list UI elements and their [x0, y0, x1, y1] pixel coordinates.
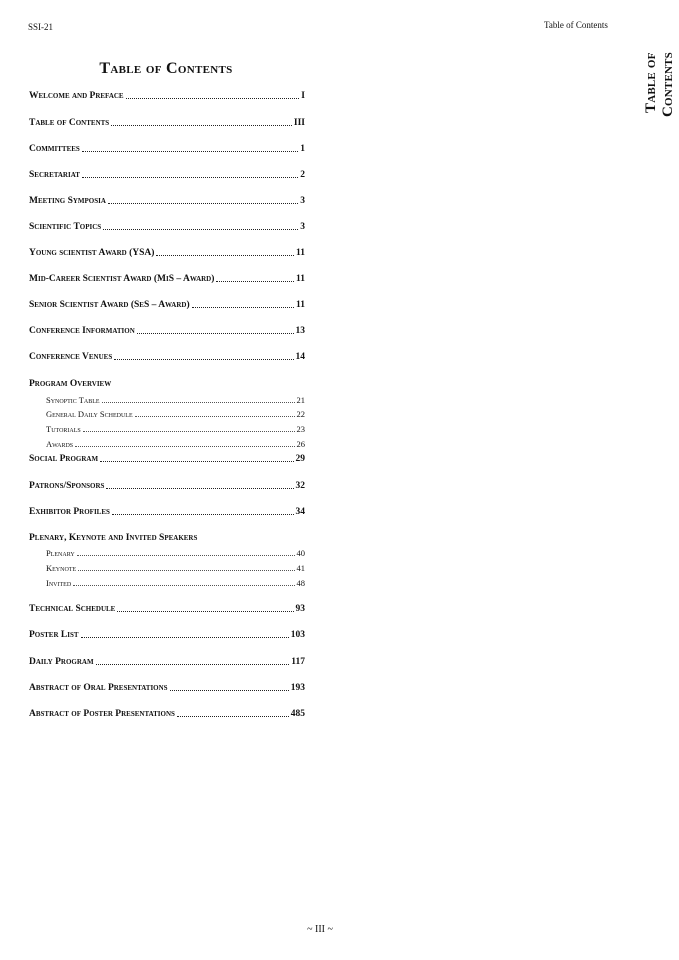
toc-subentry-label: General Daily Schedule [46, 409, 133, 419]
toc-heading-speakers[interactable]: Plenary, Keynote and Invited Speakers [29, 533, 198, 543]
toc-subentry-label: Tutorials [46, 424, 81, 434]
toc-entry-page: 117 [291, 657, 305, 667]
leader-dots [96, 664, 290, 665]
toc-subentry-page: 21 [296, 395, 305, 405]
toc-subentry-label: Plenary [46, 548, 75, 558]
toc-entry-label: Technical Schedule [29, 604, 116, 614]
leader-dots [126, 98, 300, 99]
leader-dots [112, 514, 294, 515]
toc-entry-label: Welcome and Preface [29, 91, 124, 101]
toc-subentry-page: 26 [296, 439, 305, 449]
toc-subentry-page: 48 [296, 578, 305, 588]
toc-entry-page: 14 [295, 352, 305, 362]
leader-dots [192, 307, 294, 308]
toc-entry-label: Patrons/Sponsors [29, 481, 105, 491]
toc-entry-label: Secretariat [29, 170, 80, 180]
side-section-title: Table of Contents [643, 52, 676, 118]
toc-subentry-general-daily-schedule[interactable] [46, 409, 305, 419]
header-doc-code: SSI-21 [28, 22, 54, 32]
toc-subentry-label: Keynote [46, 563, 77, 573]
leader-dots [75, 446, 294, 447]
toc-entry-daily-program[interactable] [29, 657, 305, 667]
leader-dots [156, 255, 294, 256]
toc-entry-senior-scientist-award[interactable] [29, 300, 305, 310]
page-title: Table of Contents [99, 60, 233, 77]
toc-subentry-keynote[interactable] [46, 563, 305, 573]
toc-heading-program-overview[interactable]: Program Overview [29, 379, 112, 389]
toc-entry-page: 34 [295, 507, 305, 517]
toc-entry-page: I [301, 91, 305, 101]
leader-dots [100, 461, 293, 462]
toc-entry-page: 29 [295, 454, 305, 464]
toc-entry-page: 11 [296, 300, 305, 310]
toc-entry-social-program[interactable] [29, 454, 305, 464]
toc-entry-label: Poster List [29, 630, 79, 640]
toc-entry-committees[interactable] [29, 144, 305, 154]
toc-entry-page: 11 [296, 274, 305, 284]
toc-entry-technical-schedule[interactable] [29, 604, 305, 614]
toc-entry-label: Senior Scientist Award (SeS – Award) [29, 300, 190, 310]
toc-entry-exhibitor-profiles[interactable] [29, 507, 305, 517]
toc-entry-label: Exhibitor Profiles [29, 507, 110, 517]
leader-dots [102, 402, 295, 403]
toc-entry-page: 1 [300, 144, 305, 154]
toc-entry-scientific-topics[interactable] [29, 222, 305, 232]
leader-dots [117, 611, 293, 612]
toc-entry-page: 32 [295, 481, 305, 491]
toc-subentry-label: Awards [46, 439, 74, 449]
toc-subentry-invited[interactable] [46, 578, 305, 588]
toc-entry-label: Scientific Topics [29, 222, 102, 232]
toc-entry-label: Abstract of Poster Presentations [29, 709, 175, 719]
toc-entry-label: Young scientist Award (YSA) [29, 248, 155, 258]
toc-entry-page: 193 [290, 683, 305, 693]
leader-dots [177, 716, 289, 717]
toc-entry-conference-venues[interactable] [29, 352, 305, 362]
leader-dots [111, 125, 292, 126]
toc-entry-page: 485 [290, 709, 305, 719]
toc-subentry-page: 23 [296, 424, 305, 434]
toc-subentry-label: Synoptic Table [46, 395, 100, 405]
leader-dots [106, 488, 293, 489]
toc-entry-page: III [293, 118, 305, 128]
leader-dots [108, 203, 298, 204]
toc-entry-label: Social Program [29, 454, 99, 464]
toc-entry-label: Meeting Symposia [29, 196, 106, 206]
toc-entry-mid-career-award[interactable] [29, 274, 305, 284]
toc-entry-page: 3 [300, 196, 305, 206]
toc-entry-page: 2 [300, 170, 305, 180]
toc-entry-abstract-oral[interactable] [29, 683, 305, 693]
toc-subentry-page: 22 [296, 409, 305, 419]
toc-entry-poster-list[interactable] [29, 630, 305, 640]
toc-entry-label: Daily Program [29, 657, 94, 667]
page-number: ~ III ~ [307, 924, 333, 935]
leader-dots [78, 570, 294, 571]
toc-entry-abstract-poster[interactable] [29, 709, 305, 719]
toc-subentry-page: 40 [296, 548, 305, 558]
toc-entry-page: 13 [295, 326, 305, 336]
leader-dots [170, 690, 289, 691]
toc-entry-label: Conference Venues [29, 352, 113, 362]
leader-dots [82, 177, 298, 178]
toc-entry-patrons-sponsors[interactable] [29, 481, 305, 491]
toc-entry-welcome-preface[interactable] [29, 91, 305, 101]
leader-dots [83, 431, 295, 432]
toc-subentry-tutorials[interactable] [46, 424, 305, 434]
toc-entry-label: Committees [29, 144, 80, 154]
toc-entry-young-scientist-award[interactable] [29, 248, 305, 258]
leader-dots [103, 229, 298, 230]
toc-entry-page: 3 [300, 222, 305, 232]
toc-subentry-plenary[interactable] [46, 548, 305, 558]
toc-entry-table-of-contents[interactable] [29, 118, 305, 128]
leader-dots [216, 281, 294, 282]
leader-dots [135, 416, 295, 417]
toc-entry-label: Conference Information [29, 326, 135, 336]
toc-entry-page: 103 [290, 630, 305, 640]
leader-dots [137, 333, 294, 334]
leader-dots [114, 359, 293, 360]
toc-subentry-awards[interactable] [46, 439, 305, 449]
toc-subentry-synoptic-table[interactable] [46, 395, 305, 405]
toc-entry-page: 11 [296, 248, 305, 258]
toc-subentry-page: 41 [296, 563, 305, 573]
leader-dots [82, 151, 298, 152]
leader-dots [73, 585, 294, 586]
toc-entry-label: Abstract of Oral Presentations [29, 683, 168, 693]
leader-dots [81, 637, 289, 638]
toc-entry-conference-information[interactable] [29, 326, 305, 336]
leader-dots [77, 555, 295, 556]
toc-entry-secretariat[interactable] [29, 170, 305, 180]
toc-entry-meeting-symposia[interactable] [29, 196, 305, 206]
toc-subentry-label: Invited [46, 578, 72, 588]
toc-entry-label: Table of Contents [29, 118, 110, 128]
toc-entry-page: 93 [295, 604, 305, 614]
header-section-title: Table of Contents [544, 20, 608, 30]
toc-entry-label: Mid-Career Scientist Award (MiS – Award) [29, 274, 215, 284]
